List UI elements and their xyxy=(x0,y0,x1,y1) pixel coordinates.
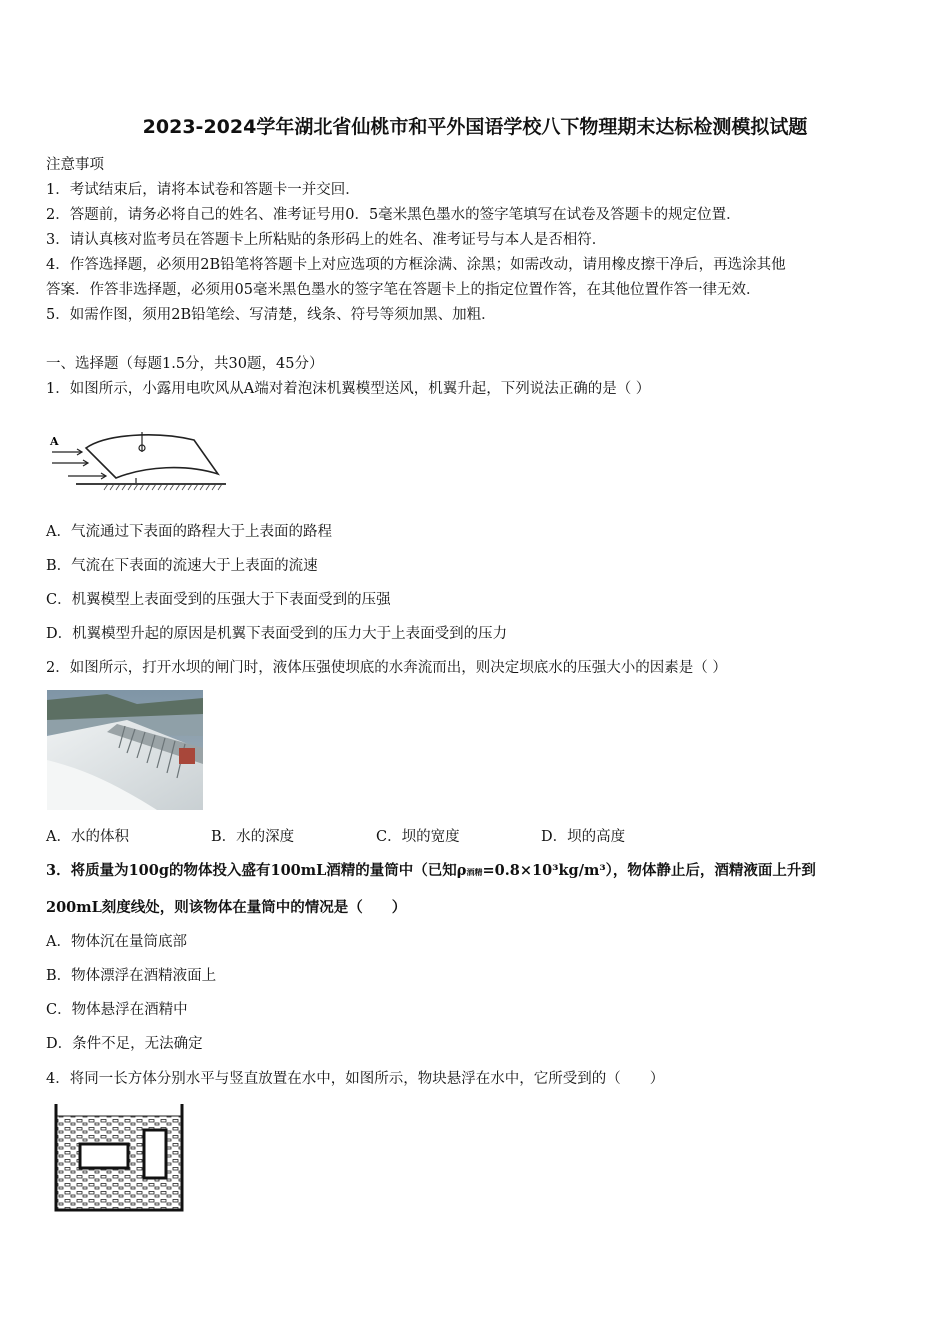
question-1-option-d: D．机翼模型升起的原因是机翼下表面受到的压力大于上表面受到的压力 xyxy=(46,626,508,642)
question-1-option-b: B．气流在下表面的流速大于上表面的流速 xyxy=(46,558,318,574)
question-3-stem xyxy=(46,859,816,880)
question-1-option-a: A．气流通过下表面的路程大于上表面的路程 xyxy=(46,524,332,540)
notice-item-3: 3．请认真核对监考员在答题卡上所粘贴的条形码上的姓名、准考证号与本人是否相符． xyxy=(46,232,607,248)
question-3-stem-part-a: 3．将质量为100g的物体投入盛有100mL酒精的量筒中（已知ρ xyxy=(46,862,467,879)
question-3-option-a: A．物体沉在量筒底部 xyxy=(46,934,187,950)
figure-label-a: A xyxy=(50,435,59,448)
question-2-stem: 2．如图所示，打开水坝的闸门时，液体压强使坝底的水奔流而出，则决定坝底水的压强大小的因素是（ ） xyxy=(46,660,727,676)
notice-heading: 注意事项 xyxy=(46,157,104,173)
vertical-block xyxy=(144,1130,166,1178)
water-tank-figure xyxy=(52,1102,186,1214)
question-1-stem: 1．如图所示，小露用电吹风从A端对着泡沫机翼模型送风，机翼升起，下列说法正确的是（ ） xyxy=(46,381,651,397)
question-2-option-b: B．水的深度 xyxy=(211,829,295,845)
question-4-stem: 4．将同一长方体分别水平与竖直放置在水中，如图所示，物块悬浮在水中，它所受到的（ ） xyxy=(46,1071,665,1087)
section-heading: 一、选择题（每题1.5分，共30题，45分） xyxy=(46,356,324,372)
question-3-stem-line-2: 200mL刻度线处，则该物体在量筒中的情况是（ ） xyxy=(46,899,407,916)
horizontal-block xyxy=(80,1144,128,1168)
notice-item-1: 1．考试结束后，请将本试卷和答题卡一并交回． xyxy=(46,182,360,198)
notice-item-5: 5．如需作图，须用2B铅笔绘、写清楚，线条、符号等须加黑、加粗． xyxy=(46,307,496,323)
dam-photo xyxy=(47,690,203,810)
question-3-stem-part-b: =0.8×10³kg/m³），物体静止后，酒精液面上升到 xyxy=(482,862,816,879)
question-1-option-c: C．机翼模型上表面受到的压强大于下表面受到的压强 xyxy=(46,592,391,608)
notice-item-4: 4．作答选择题，必须用2B铅笔将答题卡上对应选项的方框涂满、涂黑；如需改动，请用橡皮擦干净后，再选涂其他 xyxy=(46,257,786,273)
question-2-option-d: D．坝的高度 xyxy=(541,829,626,845)
notice-item-4-cont: 答案．作答非选择题，必须用05毫米黑色墨水的签字笔在答题卡上的指定位置作答，在其他位置作答一律无效． xyxy=(46,282,761,298)
question-2-option-c: C．坝的宽度 xyxy=(376,829,460,845)
question-3-option-c: C．物体悬浮在酒精中 xyxy=(46,1002,188,1018)
question-3-option-b: B．物体漂浮在酒精液面上 xyxy=(46,968,217,984)
question-2-option-a: A．水的体积 xyxy=(46,829,129,845)
alcohol-subscript: 酒精 xyxy=(466,867,483,877)
question-3-option-d: D．条件不足，无法确定 xyxy=(46,1036,203,1052)
page-title: 2023-2024学年湖北省仙桃市和平外国语学校八下物理期末达标检测模拟试题 xyxy=(142,116,808,138)
wing-model-figure xyxy=(46,426,230,496)
notice-item-2: 2．答题前，请务必将自己的姓名、准考证号用0．5毫米黑色墨水的签字笔填写在试卷及答题卡的规定位置． xyxy=(46,207,741,223)
